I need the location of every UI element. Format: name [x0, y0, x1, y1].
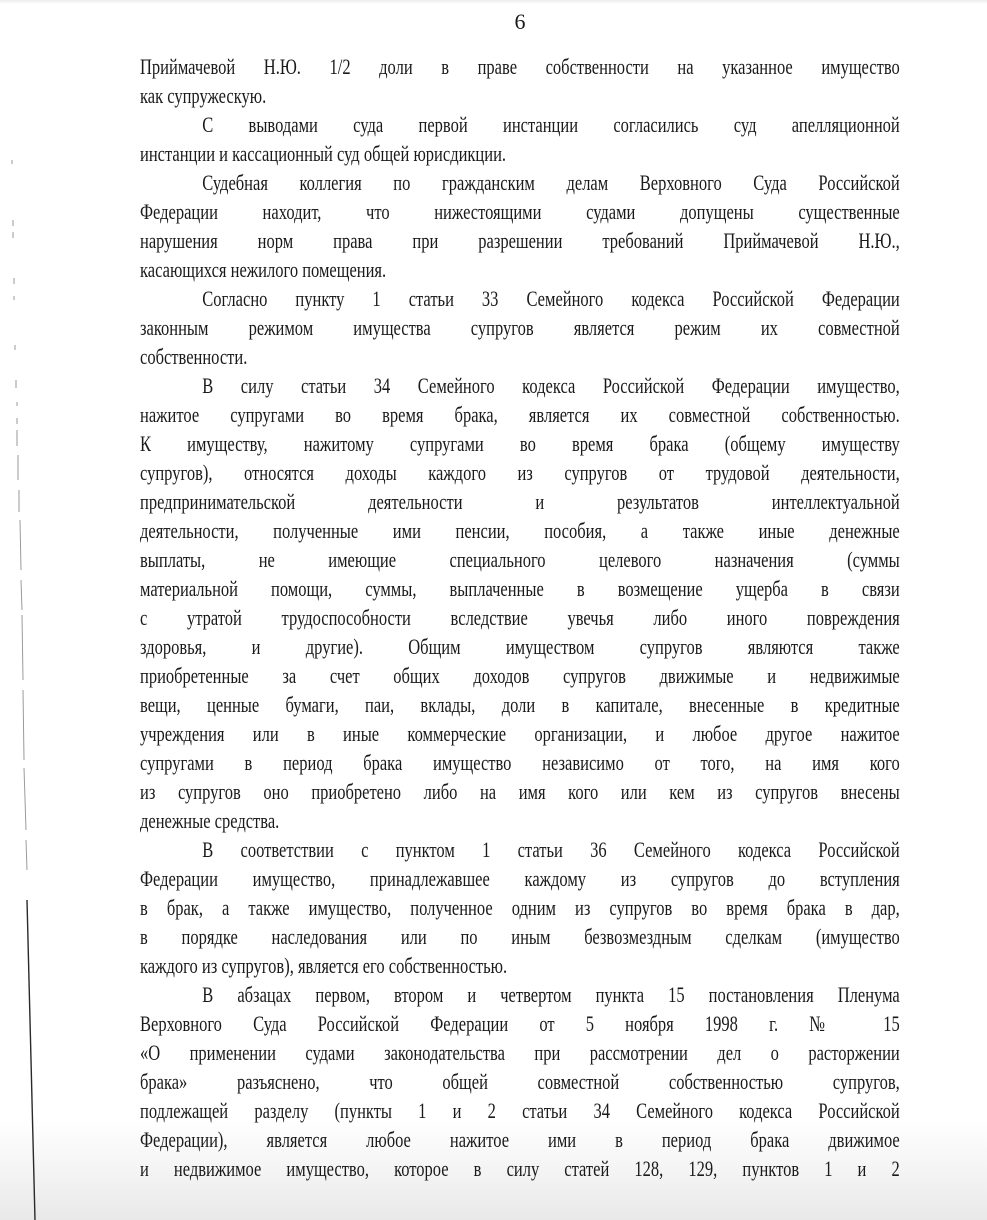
- scan-mark: [24, 768, 26, 830]
- text-line: инстанции и кассационный суд общей юрисдикции.: [140, 141, 507, 166]
- text-line: супругами в период брака имущество независимо от того, на имя кого: [140, 750, 900, 775]
- paragraph: [140, 284, 900, 371]
- text-line: как супружескую.: [140, 83, 267, 108]
- text-line: учреждения или в иные коммерческие организации, и любое другое нажитое: [140, 721, 900, 746]
- paragraph: [140, 371, 900, 835]
- text-line: здоровья, и другие). Общим имуществом супругов являются также: [140, 634, 900, 659]
- text-line: Федерации имущество, принадлежавшее каждому из супругов до вступления: [140, 866, 900, 891]
- scan-mark: [23, 690, 24, 760]
- text-line: в порядке наследования или по иным безвозмездным сделкам (имущество: [140, 924, 900, 949]
- paragraph: [140, 980, 900, 1183]
- text-line: «О применении судами законодательства при рассмотрении дел о расторжении: [140, 1040, 900, 1065]
- text-line: В соответствии с пунктом 1 статьи 36 Семейного кодекса Российской: [202, 837, 900, 862]
- text-line: выплаты, не имеющие специального целевого назначения (суммы: [140, 547, 900, 572]
- text-line: подлежащей разделу (пункты 1 и 2 статьи 34 Семейного кодекса Российской: [140, 1098, 900, 1123]
- text-line: Судебная коллегия по гражданским делам Верховного Суда Российской: [202, 170, 900, 195]
- text-line: приобретенные за счет общих доходов супругов движимые и недвижимые: [140, 663, 900, 688]
- text-line: каждого из супругов), является его собственностью.: [140, 953, 508, 978]
- text-line: законным режимом имущества супругов является режим их совместной: [140, 315, 900, 340]
- text-line: денежные средства.: [140, 808, 280, 833]
- text-line: собственности.: [140, 344, 248, 369]
- paragraph: [140, 168, 900, 284]
- scan-mark: [20, 520, 21, 570]
- text-line: Федерации), является любое нажитое ими в период брака движимое: [140, 1127, 900, 1152]
- text-line: нажитое супругами во время брака, является их совместной собственностью.: [140, 402, 900, 427]
- text-line: и недвижимое имущество, которое в силу статей 128, 129, пунктов 1 и 2: [140, 1156, 900, 1181]
- text-line: С выводами суда первой инстанции согласились суд апелляционной: [202, 112, 900, 137]
- text-line: К имуществу, нажитому супругами во время брака (общему имуществу: [140, 431, 900, 456]
- scan-edge-line: [27, 900, 35, 1220]
- scan-mark: [21, 580, 22, 610]
- text-line: Федерации находит, что нижестоящими судами допущены существенные: [140, 199, 900, 224]
- text-line: В абзацах первом, втором и четвертом пункта 15 постановления Пленума: [202, 982, 900, 1007]
- paragraph: [140, 110, 900, 168]
- text-line: с утратой трудоспособности вследствие увечья либо иного повреждения: [140, 605, 900, 630]
- text-line: вещи, ценные бумаги, паи, вклады, доли в капитале, внесенные в кредитные: [140, 692, 900, 717]
- text-line: Согласно пункту 1 статьи 33 Семейного кодекса Российской Федерации: [202, 286, 900, 311]
- text-line: в брак, а также имущество, полученное одним из супругов во время брака в дар,: [140, 895, 900, 920]
- text-line: Верховного Суда Российской Федерации от 5 ноября 1998 г. № 15: [140, 1011, 900, 1036]
- text-line: деятельности, полученные ими пенсии, пособия, а также иные денежные: [140, 518, 900, 543]
- paragraph: [140, 835, 900, 980]
- text-line: Приймачевой Н.Ю. 1/2 доли в праве собственности на указанное имущество: [140, 54, 900, 79]
- paragraph: [140, 52, 900, 110]
- text-line: касающихся нежилого помещения.: [140, 257, 387, 282]
- text-line: из супругов оно приобретено либо на имя кого или кем из супругов внесены: [140, 779, 900, 804]
- text-line: нарушения норм права при разрешении требований Приймачевой Н.Ю.,: [140, 228, 900, 253]
- scan-mark: [22, 615, 23, 680]
- text-line: В силу статьи 34 Семейного кодекса Российской Федерации имущество,: [202, 373, 900, 398]
- scan-top-edge: [0, 0, 987, 4]
- page-number: 6: [514, 9, 526, 34]
- text-line: супругов), относятся доходы каждого из супругов от трудовой деятельности,: [140, 460, 900, 485]
- scan-mark: [26, 840, 27, 870]
- document-body: [140, 52, 900, 1183]
- scan-artifact-line: [0, 0, 60, 1220]
- text-line: брака» разъяснено, что общей совместной собственностью супругов,: [140, 1069, 900, 1094]
- text-line: материальной помощи, суммы, выплаченные в возмещение ущерба в связи: [140, 576, 900, 601]
- text-line: предпринимательской деятельности и результатов интеллектуальной: [140, 489, 900, 514]
